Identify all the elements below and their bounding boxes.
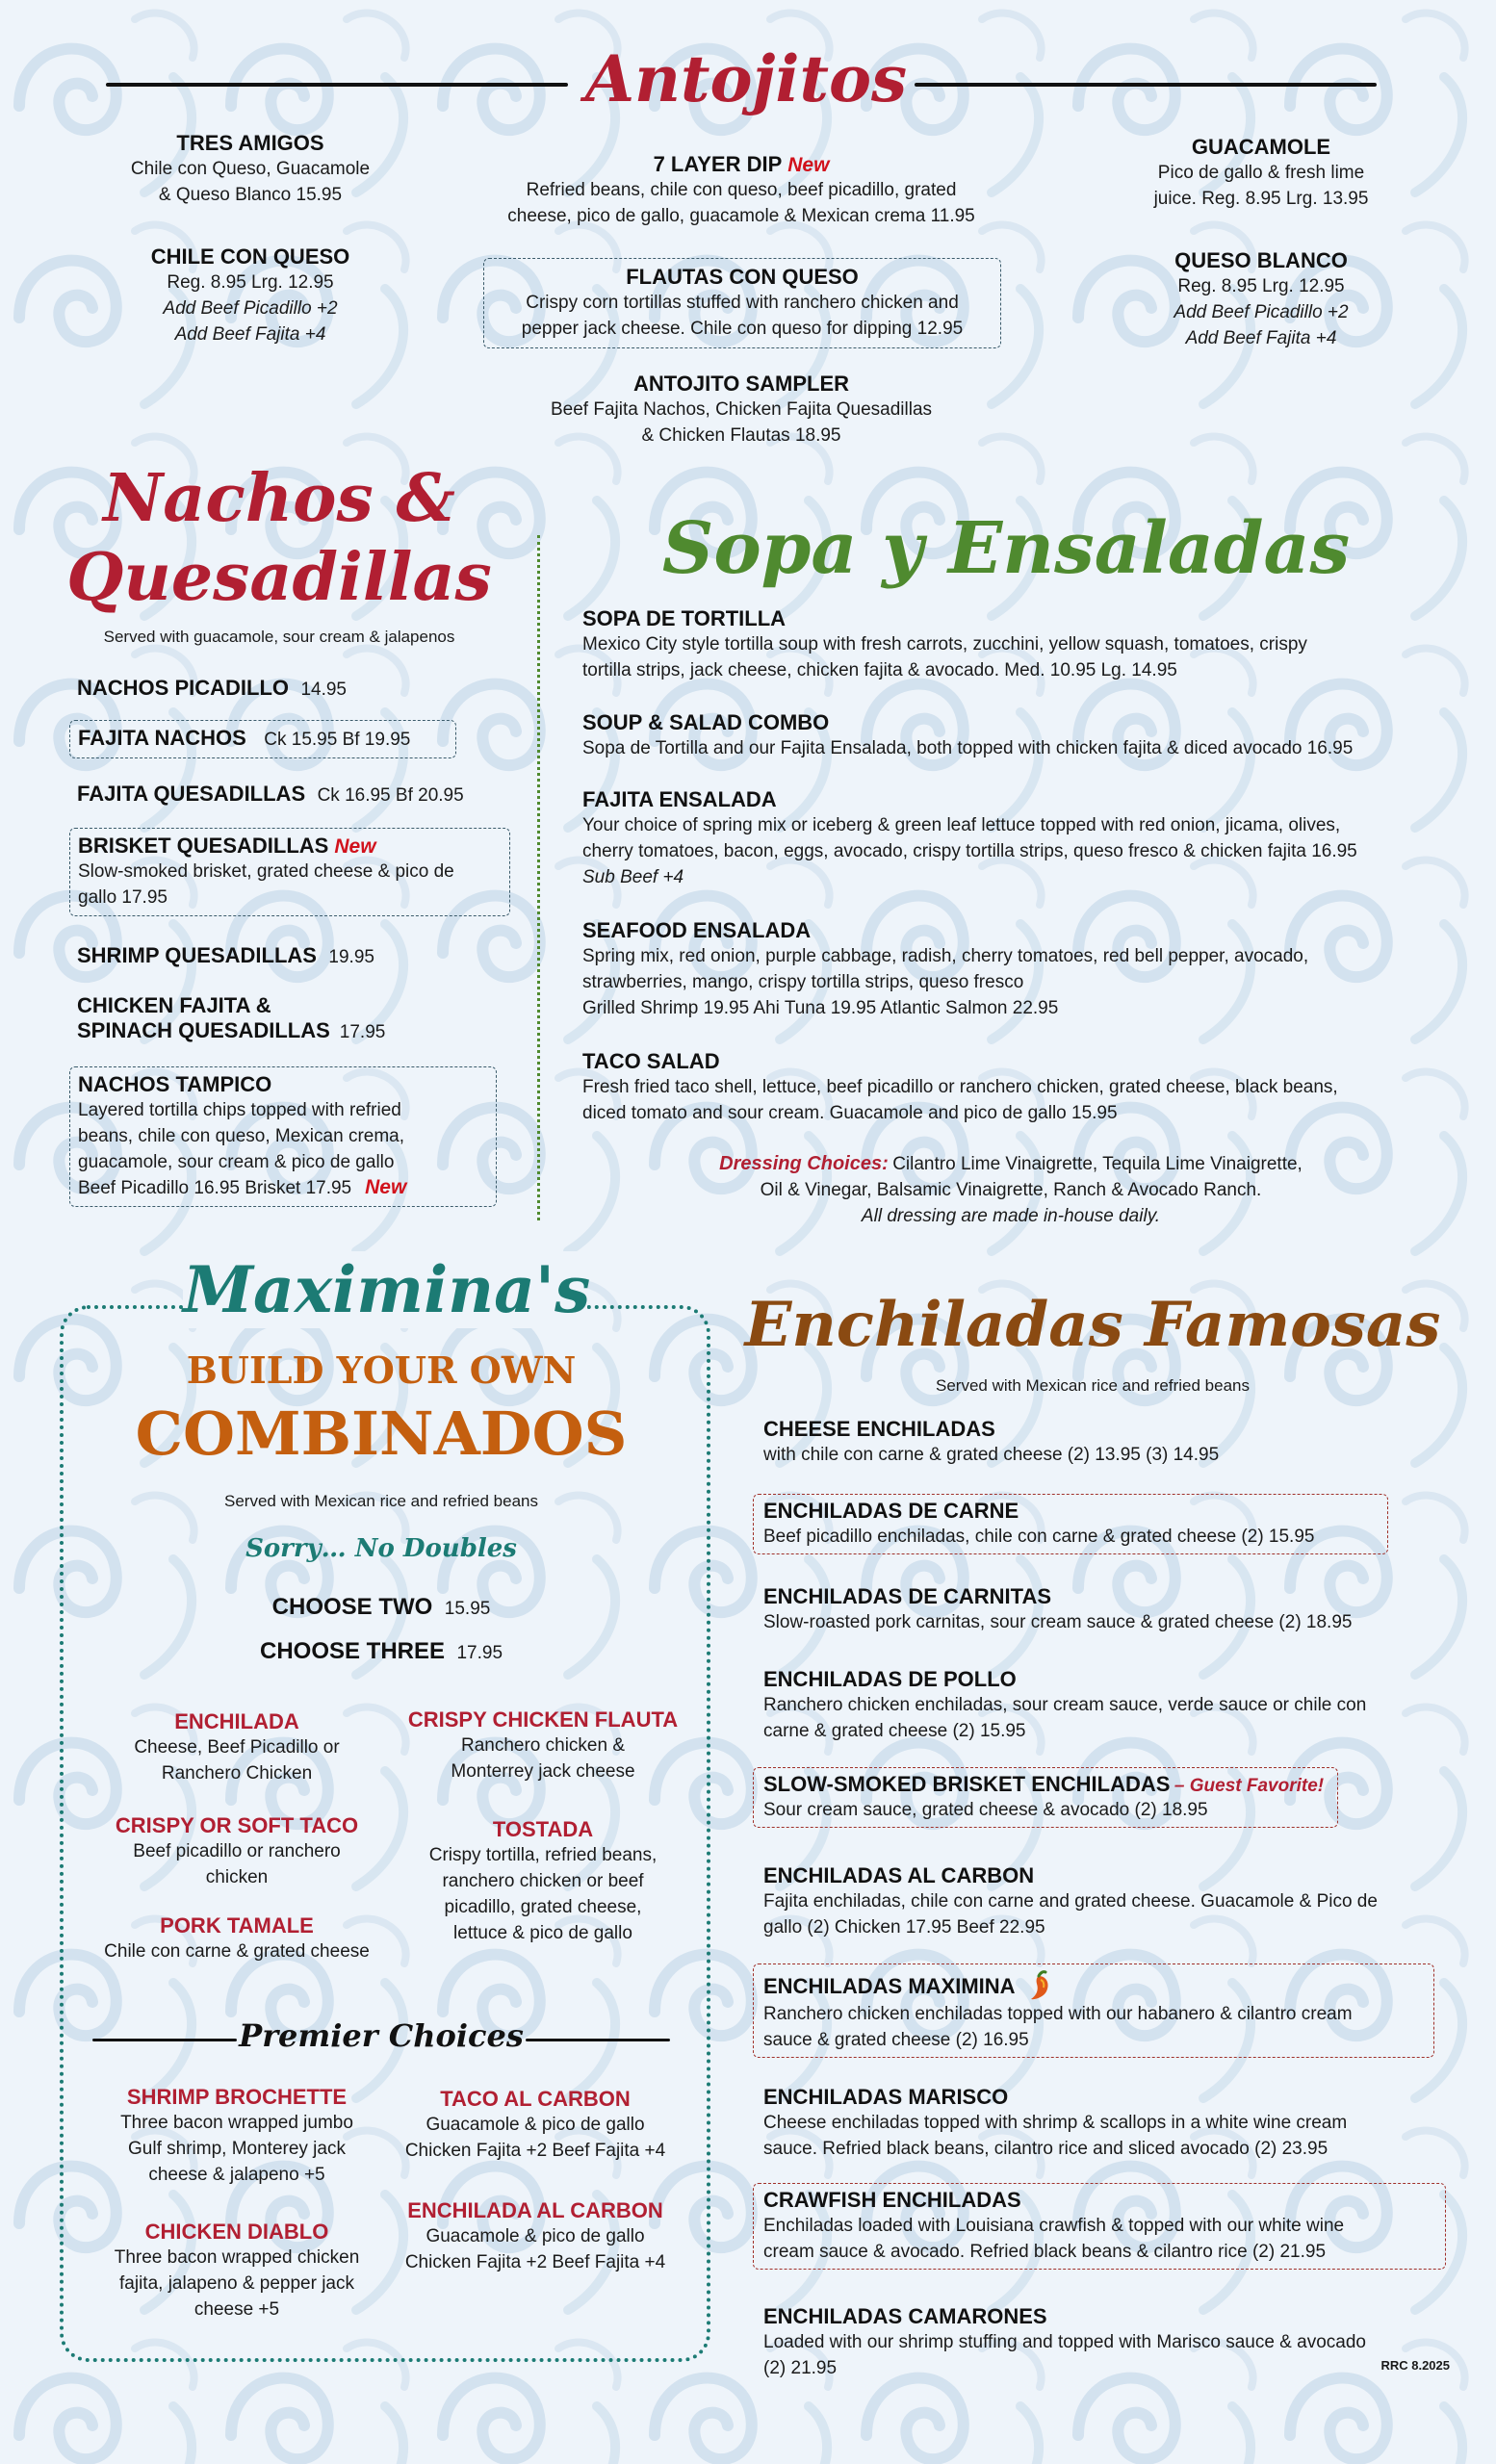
item-name: SOUP & SALAD COMBO bbox=[582, 710, 830, 734]
item-desc: Ranchero Chicken bbox=[161, 1763, 313, 1784]
item-desc: Sopa de Tortilla and our Fajita Ensalada, both topped with chicken fajita & diced avocado 16.95 bbox=[582, 738, 1354, 758]
item-price: Ck 16.95 Bf 20.95 bbox=[317, 785, 464, 806]
enchiladas-de-carnitas bbox=[763, 1584, 1457, 1635]
dressing-list: Oil & Vinegar, Balsamic Vinaigrette, Ranch & Avocado Ranch. bbox=[760, 1180, 1262, 1200]
item-name: ENCHILADA AL CARBON bbox=[407, 2198, 663, 2222]
item-desc: with chile con carne & grated cheese (2) 13.95 (3) 14.95 bbox=[763, 1445, 1220, 1465]
item-name: SPINACH QUESADILLAS bbox=[77, 1018, 330, 1042]
dressing-choices bbox=[597, 1151, 1425, 1229]
enchiladas-de-carne bbox=[753, 1494, 1388, 1554]
item-desc: Beef Fajita Nachos, Chicken Fajita Quesadillas bbox=[550, 399, 933, 420]
choice-flauta bbox=[391, 1707, 695, 1784]
dressing-note: All dressing are made in-house daily. bbox=[861, 1206, 1161, 1226]
item-name: CHEESE ENCHILADAS bbox=[763, 1417, 995, 1441]
item-desc: Monterrey jack cheese bbox=[451, 1761, 635, 1782]
seven-layer-dip bbox=[472, 152, 1011, 229]
item-name: GUACAMOLE bbox=[1191, 135, 1331, 159]
combinados-title-build: BUILD YOUR OWN bbox=[186, 1348, 577, 1392]
item-price: 17.95 bbox=[456, 1643, 503, 1663]
new-badge: New bbox=[787, 154, 830, 176]
premier-rule-right bbox=[526, 2039, 670, 2041]
nachos-picadillo bbox=[77, 676, 520, 703]
sopa-title: Sopa y Ensaladas bbox=[661, 507, 1351, 590]
item-name: 7 LAYER DIP bbox=[653, 152, 783, 176]
item-name: CHILE CON QUESO bbox=[150, 244, 350, 269]
title-rule-right bbox=[915, 83, 1377, 87]
item-desc: Crispy tortilla, refried beans, bbox=[428, 1845, 658, 1865]
item-desc: Slow-roasted pork carnitas, sour cream sauce & grated cheese (2) 18.95 bbox=[763, 1612, 1353, 1632]
item-desc: juice. Reg. 8.95 Lrg. 13.95 bbox=[1153, 189, 1369, 209]
item-addon: Add Beef Picadillo +2 bbox=[163, 298, 338, 319]
item-desc: Pico de gallo & fresh lime bbox=[1157, 163, 1365, 183]
tres-amigos bbox=[96, 131, 404, 208]
flautas-con-queso bbox=[483, 258, 1001, 348]
item-desc: Your choice of spring mix or iceberg & green leaf lettuce topped with red onion, jicama, olives, bbox=[582, 815, 1341, 835]
nachos-tampico bbox=[69, 1066, 497, 1207]
choose-two bbox=[92, 1594, 670, 1622]
item-addon: Add Beef Picadillo +2 bbox=[1174, 302, 1349, 322]
no-doubles-note: Sorry… No Doubles bbox=[245, 1534, 517, 1563]
item-desc: cherry tomatoes, bacon, eggs, avocado, crispy tortilla strips, queso fresco & chicken fajita 16.95 bbox=[582, 841, 1357, 861]
combinados-title-maximina: Maximina's bbox=[183, 1252, 591, 1327]
seafood-ensalada bbox=[582, 918, 1468, 1021]
item-name: ENCHILADAS MAXIMINA bbox=[763, 1974, 1016, 1998]
item-name: CHOOSE THREE bbox=[259, 1638, 446, 1664]
item-desc: Chicken Fajita +2 Beef Fajita +4 bbox=[404, 2141, 666, 2161]
item-desc: Guacamole & pico de gallo bbox=[426, 2115, 645, 2135]
guest-favorite-badge: – Guest Favorite! bbox=[1174, 1776, 1325, 1796]
item-name: ENCHILADAS DE CARNITAS bbox=[763, 1584, 1052, 1608]
fajita-nachos bbox=[69, 720, 456, 758]
item-desc: lettuce & pico de gallo bbox=[453, 1923, 632, 1943]
enchiladas-maximina bbox=[753, 1964, 1434, 2058]
item-name: ENCHILADAS DE POLLO bbox=[763, 1667, 1017, 1691]
item-addon: Add Beef Fajita +4 bbox=[1185, 328, 1337, 348]
nachos-subtitle: Served with guacamole, sour cream & jalapenos bbox=[103, 628, 455, 646]
dressing-label: Dressing Choices: bbox=[719, 1153, 889, 1174]
item-desc: chicken bbox=[205, 1867, 269, 1887]
item-desc: Ranchero chicken enchiladas, sour cream sauce, verde sauce or chile con bbox=[763, 1695, 1367, 1715]
item-desc: Reg. 8.95 Lrg. 12.95 bbox=[1177, 276, 1345, 296]
item-desc: Beef picadillo or ranchero bbox=[133, 1841, 341, 1861]
crawfish-enchiladas bbox=[753, 2183, 1446, 2270]
cheese-enchiladas bbox=[763, 1417, 1457, 1468]
item-name: CRISPY OR SOFT TACO bbox=[115, 1813, 359, 1837]
queso-blanco bbox=[1107, 248, 1415, 351]
item-desc: ranchero chicken or beef bbox=[442, 1871, 644, 1891]
item-desc: Three bacon wrapped jumbo bbox=[120, 2113, 353, 2133]
enchiladas-title: Enchiladas Famosas bbox=[744, 1289, 1441, 1361]
item-name: SEAFOOD ENSALADA bbox=[582, 918, 812, 942]
item-desc: cream sauce & avocado. Refried black beans & cilantro rice (2) 21.95 bbox=[763, 2242, 1327, 2262]
chicken-spinach-quesadillas bbox=[77, 993, 520, 1045]
item-name: CRISPY CHICKEN FLAUTA bbox=[407, 1707, 679, 1732]
nachos-title-line2: Quesadillas bbox=[66, 539, 492, 616]
choice-taco bbox=[83, 1813, 391, 1890]
combinados-title-main: COMBINADOS bbox=[135, 1399, 628, 1469]
shrimp-quesadillas bbox=[77, 943, 520, 970]
chile-con-queso bbox=[96, 244, 404, 347]
item-price: 19.95 bbox=[328, 947, 374, 967]
item-price: Beef Picadillo 16.95 Brisket 17.95 bbox=[78, 1178, 352, 1198]
item-desc: fajita, jalapeno & pepper jack bbox=[119, 2273, 354, 2294]
item-desc: Enchiladas loaded with Louisiana crawfish & topped with our white wine bbox=[763, 2216, 1345, 2236]
item-name: QUESO BLANCO bbox=[1174, 248, 1348, 272]
item-addon: Sub Beef +4 bbox=[582, 867, 684, 887]
item-desc: Reg. 8.95 Lrg. 12.95 bbox=[167, 272, 334, 293]
item-name: SHRIMP QUESADILLAS bbox=[77, 943, 317, 967]
item-desc: Ranchero chicken enchiladas topped with our habanero & cilantro cream bbox=[763, 2004, 1353, 2024]
item-desc: Grilled Shrimp 19.95 Ahi Tuna 19.95 Atlantic Salmon 22.95 bbox=[582, 998, 1059, 1018]
item-price: Ck 15.95 Bf 19.95 bbox=[264, 730, 411, 750]
item-price: 15.95 bbox=[444, 1599, 491, 1619]
item-name: SOPA DE TORTILLA bbox=[582, 606, 787, 630]
fajita-quesadillas bbox=[77, 782, 520, 808]
soup-salad-combo bbox=[582, 710, 1468, 761]
premier-choices-title: Premier Choices bbox=[239, 2017, 524, 2054]
premier-diablo bbox=[73, 2220, 400, 2323]
item-desc: Loaded with our shrimp stuffing and topped with Marisco sauce & avocado bbox=[763, 2332, 1366, 2352]
column-divider bbox=[537, 535, 540, 1220]
title-rule-left bbox=[106, 83, 568, 87]
chili-pepper-icon bbox=[1025, 1968, 1054, 2001]
item-desc: Chile con carne & grated cheese bbox=[104, 1941, 370, 1962]
item-desc: Chicken Fajita +2 Beef Fajita +4 bbox=[404, 2252, 666, 2272]
item-name: ENCHILADAS DE CARNE bbox=[763, 1499, 1019, 1523]
item-name: SHRIMP BROCHETTE bbox=[126, 2085, 348, 2109]
item-desc: Slow-smoked brisket, grated cheese & pico de bbox=[78, 861, 454, 882]
item-name: NACHOS PICADILLO bbox=[77, 676, 289, 700]
item-name: ENCHILADAS MARISCO bbox=[763, 2085, 1009, 2109]
item-name: TACO AL CARBON bbox=[440, 2087, 631, 2111]
item-desc: cheese, pico de gallo, guacamole & Mexican crema 11.95 bbox=[507, 206, 975, 226]
item-name: ENCHILADAS CAMARONES bbox=[763, 2304, 1047, 2328]
enchiladas-subtitle: Served with Mexican rice and refried beans bbox=[936, 1376, 1250, 1395]
item-desc: Three bacon wrapped chicken bbox=[114, 2247, 360, 2268]
item-desc: Crispy corn tortillas stuffed with ranchero chicken and bbox=[526, 293, 959, 313]
premier-enchilada-carbon bbox=[381, 2198, 689, 2275]
item-desc: Chile con Queso, Guacamole bbox=[130, 159, 371, 179]
fajita-ensalada bbox=[582, 787, 1468, 890]
premier-shrimp bbox=[73, 2085, 400, 2188]
item-desc: Layered tortilla chips topped with refried bbox=[78, 1100, 401, 1120]
footer-code: RRC 8.2025 bbox=[1380, 2358, 1450, 2373]
item-name: CHICKEN FAJITA & bbox=[77, 993, 271, 1017]
nachos-title-line1: Nachos & bbox=[103, 460, 455, 537]
taco-salad bbox=[582, 1049, 1468, 1126]
item-desc: guacamole, sour cream & pico de gallo bbox=[78, 1152, 395, 1172]
item-price: 14.95 bbox=[300, 680, 347, 700]
item-desc: strawberries, mango, crispy tortilla strips, queso fresco bbox=[582, 972, 1024, 992]
guacamole bbox=[1107, 135, 1415, 212]
item-desc: pepper jack cheese. Chile con queso for dipping 12.95 bbox=[521, 319, 964, 339]
premier-rule-left bbox=[92, 2039, 237, 2041]
item-name: CRAWFISH ENCHILADAS bbox=[763, 2188, 1021, 2212]
new-badge: New bbox=[365, 1176, 407, 1198]
item-name: TACO SALAD bbox=[582, 1049, 720, 1073]
item-name: ENCHILADA bbox=[174, 1709, 299, 1733]
item-desc: Cheese enchiladas topped with shrimp & scallops in a white wine cream bbox=[763, 2113, 1348, 2133]
item-name: FAJITA NACHOS bbox=[78, 726, 246, 750]
item-addon: Add Beef Fajita +4 bbox=[174, 324, 326, 345]
item-desc: carne & grated cheese (2) 15.95 bbox=[763, 1721, 1026, 1741]
choice-tostada bbox=[391, 1817, 695, 1946]
item-desc: Cheese, Beef Picadillo or bbox=[134, 1737, 340, 1758]
item-desc: Sour cream sauce, grated cheese & avocado (2) 18.95 bbox=[763, 1800, 1208, 1820]
enchiladas-de-pollo bbox=[763, 1667, 1457, 1744]
item-desc: beans, chile con queso, Mexican crema, bbox=[78, 1126, 405, 1146]
choose-three bbox=[92, 1638, 670, 1666]
brisket-enchiladas bbox=[753, 1767, 1338, 1828]
item-name: ANTOJITO SAMPLER bbox=[632, 372, 850, 396]
item-name: SLOW-SMOKED BRISKET ENCHILADAS bbox=[763, 1772, 1171, 1796]
item-name: CHICKEN DIABLO bbox=[144, 2220, 329, 2244]
item-desc: sauce. Refried black beans, cilantro rice and sliced avocado (2) 23.95 bbox=[763, 2139, 1328, 2159]
choice-tamale bbox=[83, 1913, 391, 1964]
item-desc: gallo (2) Chicken 17.95 Beef 22.95 bbox=[763, 1917, 1045, 1938]
new-badge: New bbox=[334, 835, 376, 858]
item-desc: diced tomato and sour cream. Guacamole and pico de gallo 15.95 bbox=[582, 1103, 1118, 1123]
dressing-list: Cilantro Lime Vinaigrette, Tequila Lime Vinaigrette, bbox=[892, 1154, 1303, 1174]
item-name: TOSTADA bbox=[492, 1817, 594, 1841]
item-desc: tortilla strips, jack cheese, chicken fajita & avocado. Med. 10.95 Lg. 14.95 bbox=[582, 660, 1177, 680]
item-name: BRISKET QUESADILLAS bbox=[78, 834, 329, 858]
item-name: CHOOSE TWO bbox=[271, 1594, 433, 1620]
item-desc: sauce & grated cheese (2) 16.95 bbox=[763, 2030, 1029, 2050]
item-name: FLAUTAS CON QUESO bbox=[626, 265, 859, 289]
item-desc: cheese & jalapeno +5 bbox=[148, 2165, 325, 2185]
item-desc: (2) 21.95 bbox=[763, 2358, 838, 2378]
antojito-sampler bbox=[472, 372, 1011, 449]
item-desc: gallo 17.95 bbox=[78, 887, 168, 908]
choice-enchilada bbox=[83, 1709, 391, 1786]
item-name: FAJITA ENSALADA bbox=[582, 787, 777, 811]
item-desc: Spring mix, red onion, purple cabbage, radish, cherry tomatoes, red bell pepper, avocado, bbox=[582, 946, 1309, 966]
item-desc: Mexico City style tortilla soup with fresh carrots, zucchini, yellow squash, tomatoes, crispy bbox=[582, 634, 1307, 654]
item-name: ENCHILADAS AL CARBON bbox=[763, 1863, 1035, 1887]
item-desc: & Queso Blanco 15.95 bbox=[158, 185, 343, 205]
item-desc: Fajita enchiladas, chile con carne and grated cheese. Guacamole & Pico de bbox=[763, 1891, 1378, 1912]
item-desc: Refried beans, chile con queso, beef picadillo, grated bbox=[526, 180, 957, 200]
item-desc: Fresh fried taco shell, lettuce, beef picadillo or ranchero chicken, grated cheese, black beans, bbox=[582, 1077, 1338, 1097]
antojitos-title: Antojitos bbox=[584, 41, 908, 116]
item-desc: Beef picadillo enchiladas, chile con carne & grated cheese (2) 15.95 bbox=[763, 1527, 1315, 1547]
combinados-subtitle: Served with Mexican rice and refried beans bbox=[224, 1492, 538, 1510]
item-desc: & Chicken Flautas 18.95 bbox=[641, 425, 841, 446]
enchiladas-marisco bbox=[763, 2085, 1457, 2162]
item-desc: Guacamole & pico de gallo bbox=[426, 2226, 645, 2246]
sopa-de-tortilla bbox=[582, 606, 1458, 683]
item-desc: picadillo, grated cheese, bbox=[444, 1897, 642, 1917]
item-name: TRES AMIGOS bbox=[176, 131, 324, 155]
item-name: PORK TAMALE bbox=[160, 1913, 314, 1938]
enchiladas-al-carbon bbox=[763, 1863, 1457, 1940]
item-price: 17.95 bbox=[339, 1022, 386, 1042]
item-desc: Ranchero chicken & bbox=[460, 1735, 626, 1756]
item-name: FAJITA QUESADILLAS bbox=[77, 782, 306, 806]
premier-taco-carbon bbox=[381, 2087, 689, 2164]
item-desc: cheese +5 bbox=[193, 2299, 280, 2320]
brisket-quesadillas bbox=[69, 828, 510, 916]
item-desc: Gulf shrimp, Monterey jack bbox=[128, 2139, 346, 2159]
item-name: NACHOS TAMPICO bbox=[78, 1072, 272, 1096]
